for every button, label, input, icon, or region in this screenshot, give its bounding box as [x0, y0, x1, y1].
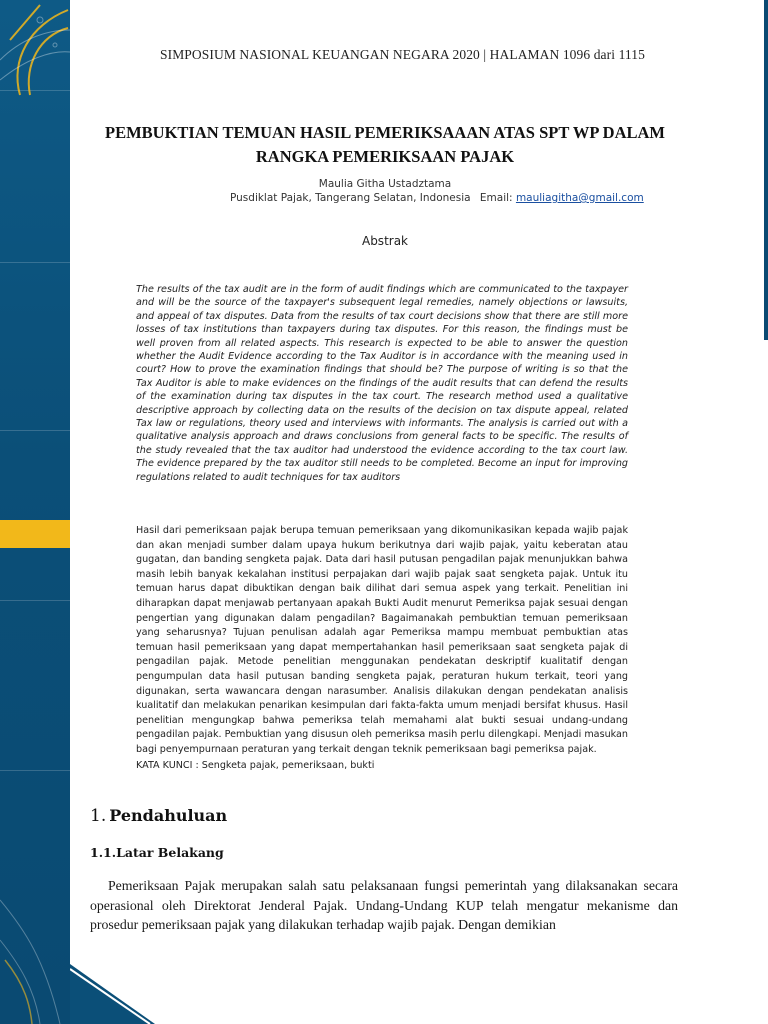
abstract-english: The results of the tax audit are in the form of audit findings which are communicated to the taxpayer and will be the source of the taxpayer's subsequent legal remedies, namely objections or lawsuits, and appeal of tax disputes. Data from the results of tax court decisions show that there are still more losses of tax institutions than taxpayers during tax disputes. For this reason, the findings must be well proven from all related aspects. This research is expected to be able to answer the question whether the Audit Evidence according to the Tax Auditor is in accordance with the meaning used in court? How to prove the examination findings that should be? The purpose of writing is so that the Tax Auditor is able to make evidences on the findings of the audit results that can defend the results of the examination during tax disputes in the tax court. The research method used a qualitative descriptive approach by collecting data on the results of the decision on tax dispute appeal, related Tax law or regulations, theory used and interviews with informants. The analysis is carried out with a qualitative analysis approach and draws conclusions from general facts to be specific. The results of the study revealed that the tax auditor had understood the evidence according to the tax court law. The evidence prepared by the tax auditor still needs to be completed. Become an input for improving regulations related to audit techniques for tax auditors [136, 284, 628, 483]
section-title: Pendahuluan [109, 806, 228, 825]
circuit-ornament-icon [0, 0, 70, 1024]
abstract-heading: Abstrak [361, 234, 409, 248]
paper-title: PEMBUKTIAN TEMUAN HASIL PEMERIKSAAAN ATAS SPT WP DALAM RANGKA PEMERIKSAAN PAJAK [104, 123, 665, 166]
subsection-heading: 1.1.Latar Belakang [90, 845, 224, 860]
section-number: 1. [90, 806, 107, 826]
abstract-indonesian: Hasil dari pemeriksaan pajak berupa temuan pemeriksaan yang dikomunikasikan kepada wajib pajak dan akan menjadi sumber dalam upaya hukum berikutnya dari wajib pajak, yaitu keberatan atau gugatan, dan banding sengketa pajak. Data dari hasil putusan pengadilan pajak menunjukkan bahwa masih lebih banyak kekalahan institusi perpajakan dari wajib pajak saat sengketa pajak. Untuk itu temuan harus dapat dibuktikan dengan baik dilihat dari semua aspek yang terkait. Penelitian ini diharapkan dapat menjawab pertanyaan apakah Bukti Audit menurut Pemeriksa pajak sesuai dengan pengertian yang digunakan dalam pengadilan? Bagaimanakah pembuktian temuan pemeriksaan yang seharusnya? Tujuan penulisan adalah agar Pemeriksa mampu membuat pembuktian atas temuan hasil pemeriksaan yang dapat mempertahankan hasil pemeriksaan saat sengketa pajak di pengadilan pajak. Metode penelitian menggunakan pendekatan deskriptif kualitatif dengan pengumpulan data hasil putusan banding sengketa pajak, peraturan hukum terkait, teori yang digunakan, serta wawancara dengan narasumber. Analisis dilakukan dengan pendekatan analisis kualitatif dan melakukan penarikan kesimpulan dari fakta-fakta umum menjadi bersifat khusus. Hasil penelitian mengungkap bahwa pemeriksa telah memahami alat bukti sesuai undang-undang pengadilan pajak. Pembuktian yang disusun oleh pemeriksa masih perlu dilengkapi. Menjadi masukan bagi penyempurnaan peraturan yang terkait dengan teknik pemeriksaan bagi pemeriksa pajak. [136, 525, 628, 755]
body-paragraph: Pemeriksaan Pajak merupakan salah satu pelaksanaan fungsi pemerintah yang dilaksanakan secara operasional oleh Direktorat Jenderal Pajak. Undang-Undang KUP telah mengatur mekanisme dan prosedur pemeriksaan pajak yang dilakukan terhadap wajib pajak. Dengan demikian [90, 878, 678, 932]
author-affiliation [230, 192, 650, 204]
right-edge-strip [764, 0, 768, 340]
email-link[interactable]: mauliagitha@gmail.com [515, 192, 644, 204]
affiliation-text: Pusdiklat Pajak, Tangerang Selatan, Indonesia [230, 192, 471, 204]
running-header: SIMPOSIUM NASIONAL KEUANGAN NEGARA 2020 | HALAMAN 1096 dari 1115 [160, 47, 645, 62]
author-name: Maulia Githa Ustadztama [318, 178, 452, 190]
keywords: KATA KUNCI : Sengketa pajak, pemeriksaan, bukti [136, 760, 375, 771]
decorative-side-band [0, 0, 70, 1024]
email-label: Email: [479, 192, 513, 204]
section-heading [90, 806, 227, 826]
corner-triangle-ornament [70, 964, 160, 1024]
